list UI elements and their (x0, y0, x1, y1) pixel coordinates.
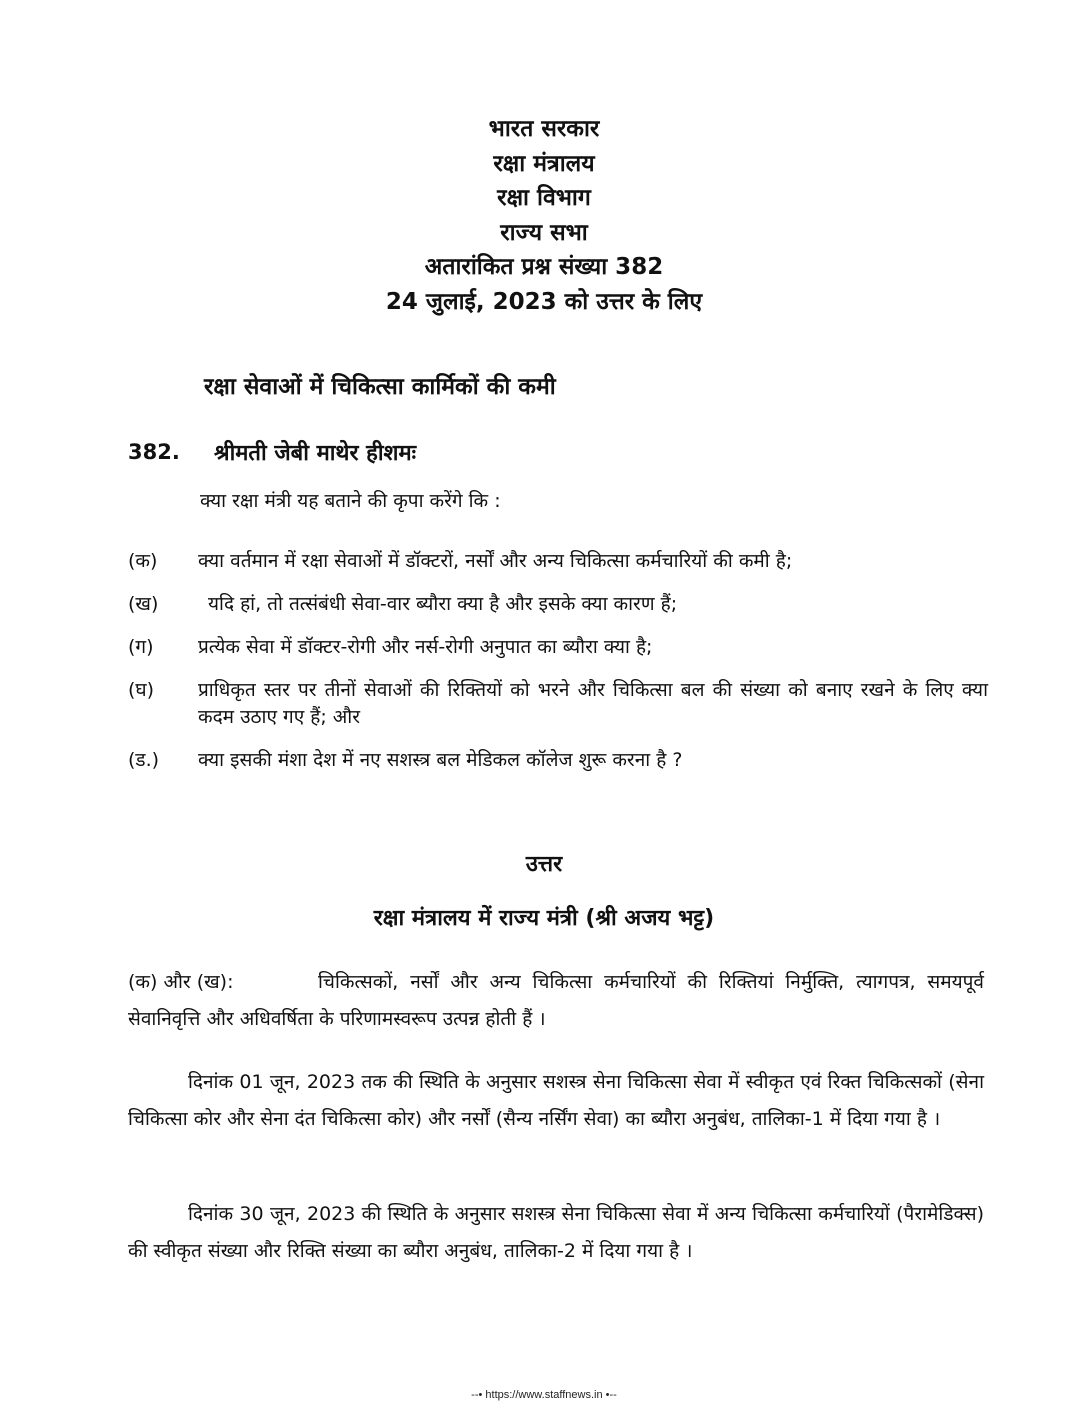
item-marker: (ग) (128, 636, 154, 658)
answer-paragraph-3: दिनांक 30 जून, 2023 की स्थिति के अनुसार सशस्त्र सेना चिकित्सा सेवा में अन्य चिकित्सा कर्मचारियों (पैरामेडिक्स) की स्वीकृत संख्या और रिक्ति संख्या का ब्यौरा अनुबंध, तालिका-2 में दिया गया है । (128, 1203, 984, 1262)
document-header (0, 112, 1088, 319)
question-intro: क्या रक्षा मंत्री यह बताने की कृपा करेंगे कि : (200, 490, 501, 512)
answer-part-label: (क) और (ख): (128, 971, 234, 993)
item-marker: (क) (128, 550, 158, 572)
item-marker: (ख) (128, 593, 159, 615)
answer-paragraph-1 (128, 964, 984, 1038)
answer-paragraph-2: दिनांक 01 जून, 2023 तक की स्थिति के अनुसार सशस्त्र सेना चिकित्सा सेवा में स्वीकृत एवं रिक्त चिकित्सकों (सेना चिकित्सा कोर और सेना दंत चिकित्सा कोर) और नर्सों (सैन्य नर्सिंग सेवा) का ब्यौरा अनुबंध, तालिका-1 में दिया गया है । (128, 1071, 984, 1130)
item-text: प्राधिकृत स्तर पर तीनों सेवाओं की रिक्तियों को भरने और चिकित्सा बल की संख्या को बनाए रखने के लिए क्या कदम उठाए गए हैं; और (198, 679, 988, 728)
header-question-number: अतारांकित प्रश्न संख्या 382 (424, 254, 664, 280)
header-government: भारत सरकार (488, 116, 600, 142)
question-item (128, 747, 988, 774)
member-name: श्रीमती जेबी माथेर हीशमः (214, 441, 417, 466)
item-text: प्रत्येक सेवा में डॉक्टर-रोगी और नर्स-रोगी अनुपात का ब्यौरा क्या है; (198, 636, 653, 658)
answer-paragraph-1-text: चिकित्सकों, नर्सों और अन्य चिकित्सा कर्मचारियों की रिक्तियां निर्मुक्ति, त्यागपत्र, समयपूर्व सेवानिवृत्ति और अधिवर्षिता के परिणामस्वरूप उत्पन्न होती हैं । (128, 971, 984, 1030)
item-marker: (ड.) (128, 749, 160, 771)
question-item (128, 634, 988, 661)
item-marker: (घ) (128, 679, 155, 701)
footer-url: --• https://www.staffnews.in •-- (471, 1389, 617, 1401)
question-items (128, 548, 988, 790)
question-number: 382. (128, 440, 180, 464)
header-house: राज्य सभा (500, 219, 588, 246)
item-text: क्या इसकी मंशा देश में नए सशस्त्र बल मेडिकल कॉलेज शुरू करना है ? (198, 749, 683, 771)
item-text: यदि हां, तो तत्संबंधी सेवा-वार ब्यौरा क्या है और इसके क्या कारण हैं; (208, 593, 678, 615)
question-item (128, 591, 988, 618)
answering-minister: रक्षा मंत्रालय में राज्य मंत्री (श्री अजय भट्ट) (373, 906, 715, 931)
header-answer-date: 24 जुलाई, 2023 को उत्तर के लिए (385, 288, 703, 315)
question-item (128, 548, 988, 575)
question-subject: रक्षा सेवाओं में चिकित्सा कार्मिकों की कमी (204, 374, 556, 400)
question-item (128, 677, 988, 731)
header-ministry: रक्षा मंत्रालय (493, 150, 595, 177)
item-text: क्या वर्तमान में रक्षा सेवाओं में डॉक्टरों, नर्सों और अन्य चिकित्सा कर्मचारियों की कमी है; (198, 550, 793, 572)
header-department: रक्षा विभाग (497, 185, 591, 211)
answer-heading: उत्तर (525, 852, 563, 877)
